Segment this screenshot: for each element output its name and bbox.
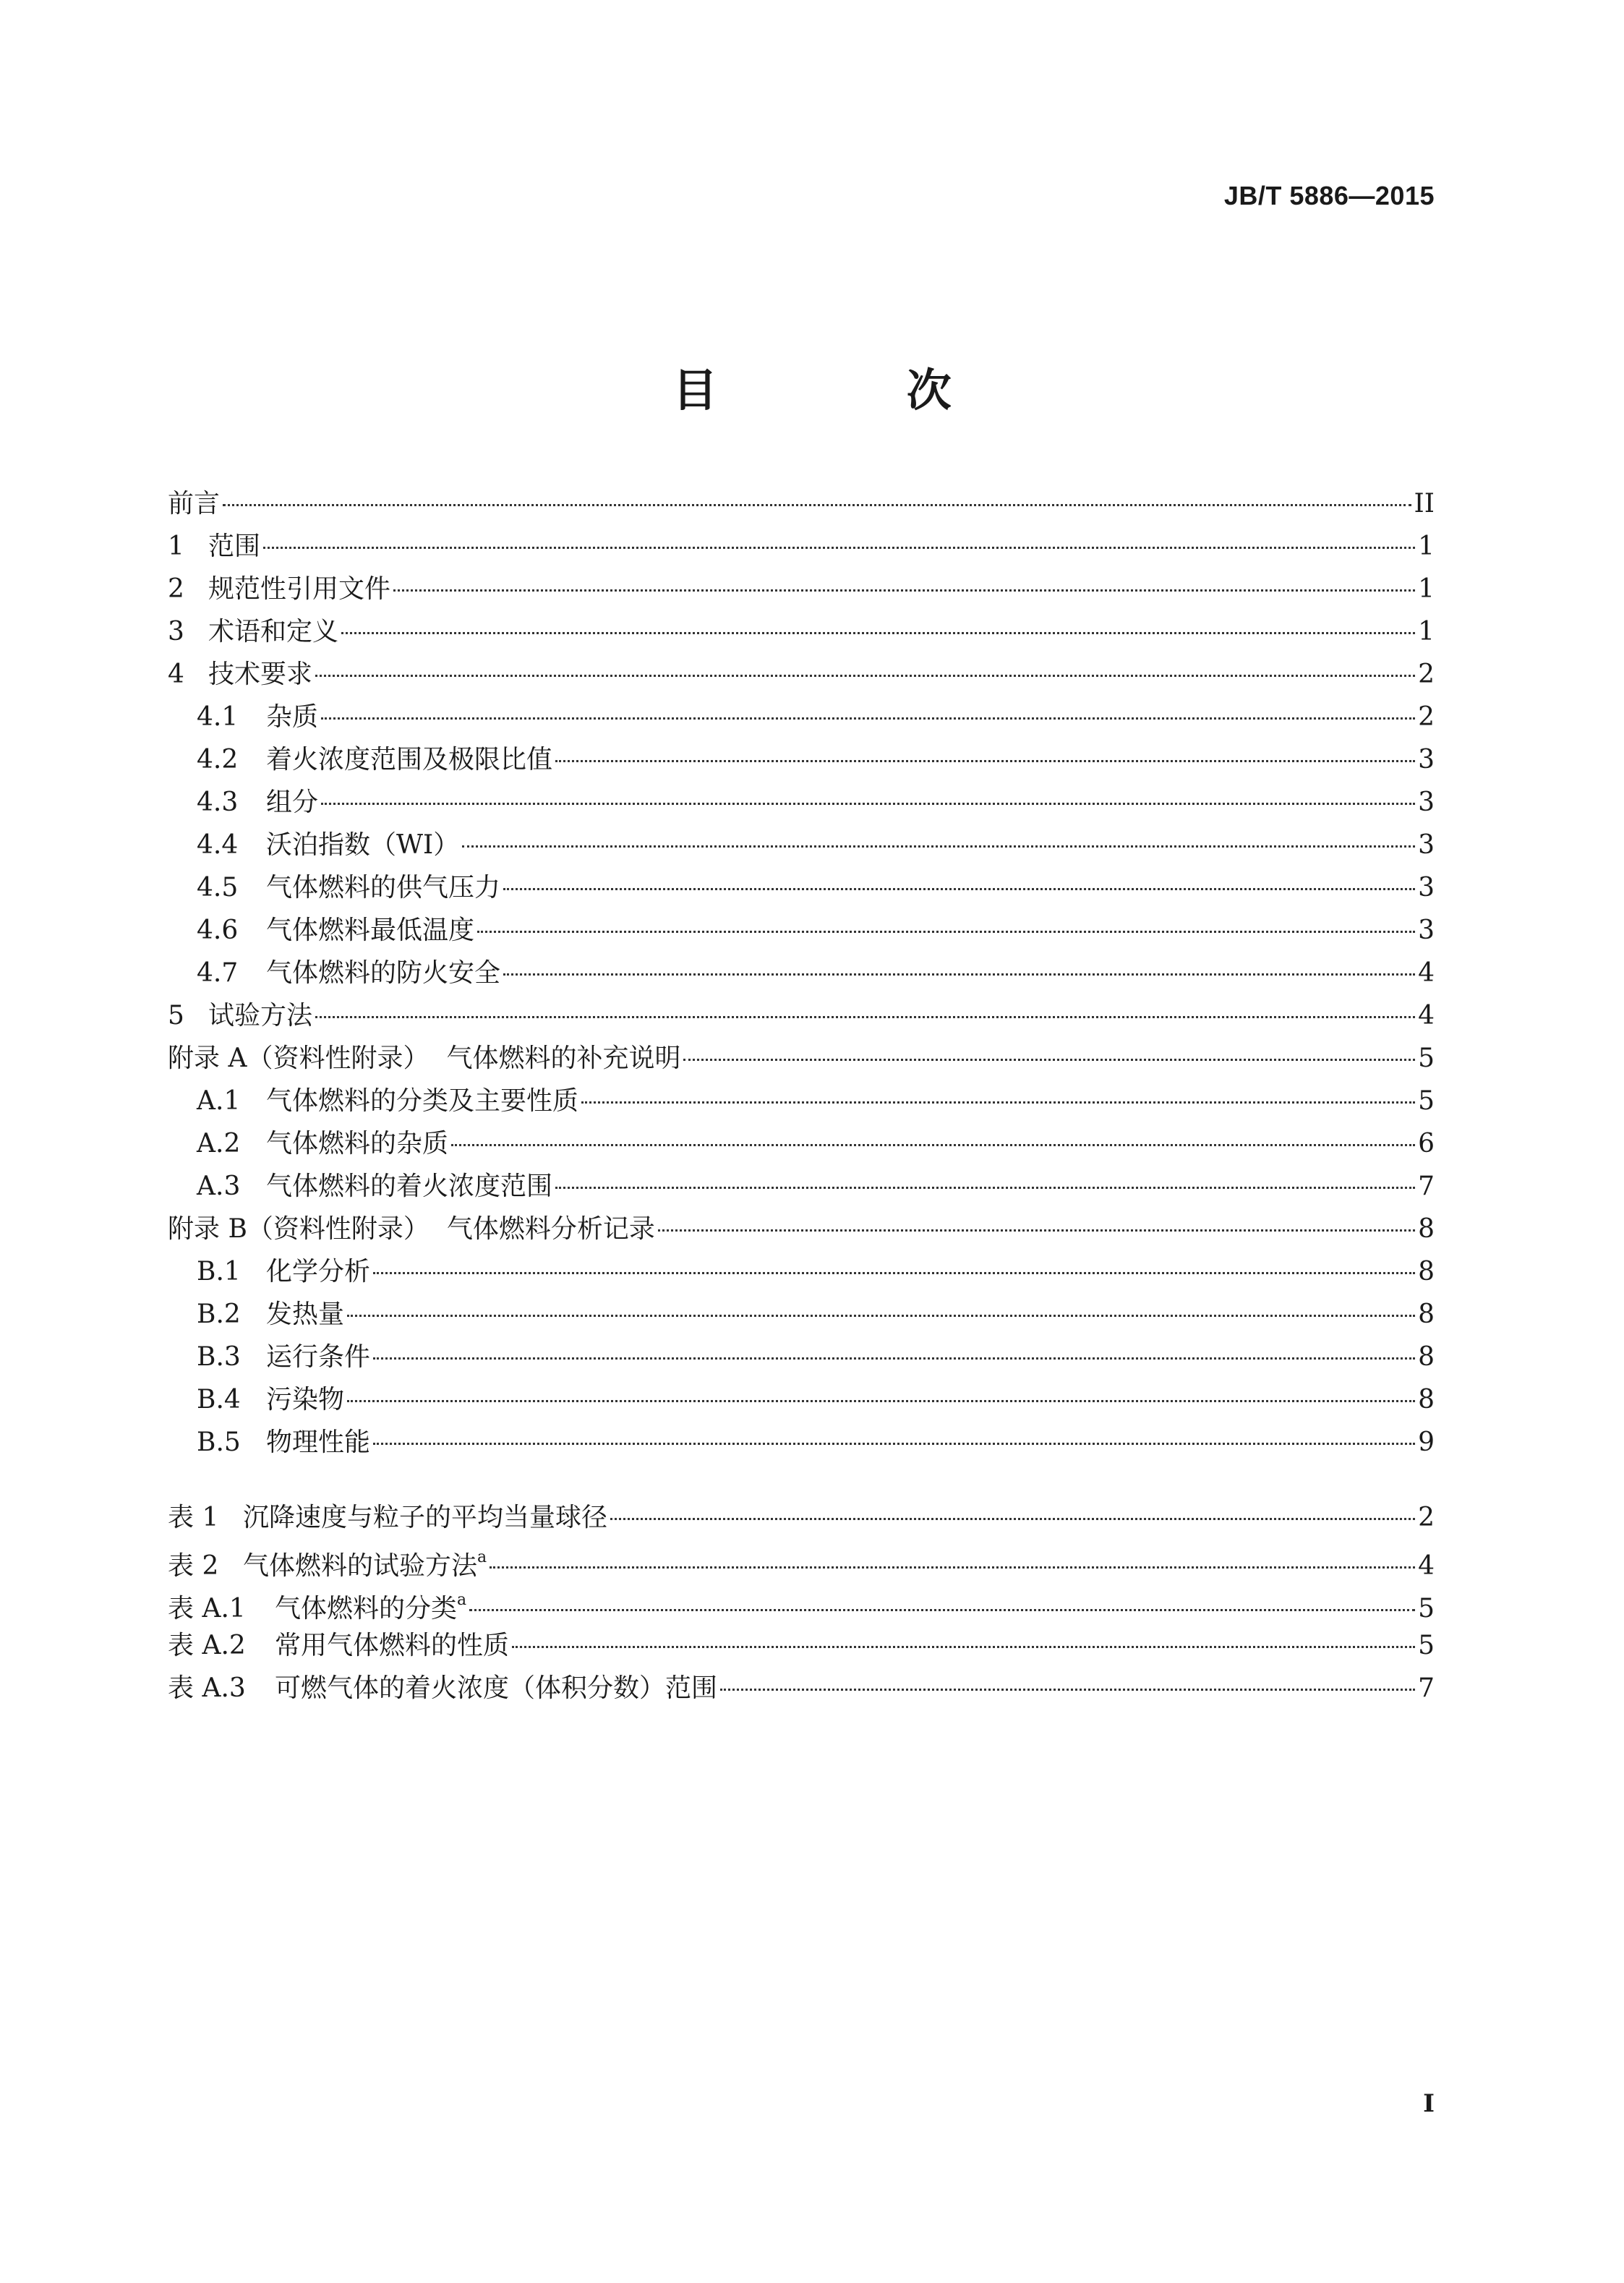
toc-subentry[interactable]: [197, 1251, 1435, 1293]
toc-entry-number: B.5: [197, 1428, 241, 1457]
toc-entry-page: II: [1414, 489, 1435, 519]
toc-entry-number: 4.2: [197, 745, 239, 774]
dot-leader: [555, 1187, 1415, 1189]
table-page: 5: [1418, 1631, 1435, 1660]
dot-leader: [341, 632, 1415, 634]
toc-subentry[interactable]: [197, 782, 1435, 824]
dot-leader: [610, 1518, 1415, 1520]
toc-entry[interactable]: [168, 526, 1435, 568]
table-caption: 可燃气体的着火浓度（体积分数）范围: [275, 1673, 718, 1703]
standard-code: JB/T 5886—2015: [1223, 181, 1435, 210]
toc-entry-number: A.1: [197, 1086, 241, 1116]
toc-entry-foreword[interactable]: [168, 483, 1435, 525]
toc-entry-label: 污染物: [266, 1385, 345, 1414]
toc-entry-label: 规范性引用文件: [208, 574, 391, 604]
dot-leader: [658, 1229, 1415, 1232]
toc-subentry[interactable]: [197, 696, 1435, 738]
table-list-entry[interactable]: [168, 1497, 1435, 1539]
table-list-entry[interactable]: [168, 1625, 1435, 1667]
toc-entry-page: 3: [1418, 830, 1435, 860]
table-caption: 常用气体燃料的性质: [275, 1631, 510, 1660]
table-number: 表 A.3: [168, 1673, 246, 1703]
dot-leader: [503, 973, 1415, 976]
toc-subentry[interactable]: [197, 1294, 1435, 1336]
dot-leader: [263, 547, 1415, 549]
toc-subentry[interactable]: [197, 1422, 1435, 1464]
toc-entry[interactable]: [168, 995, 1435, 1037]
toc-entry-label: 术语和定义: [208, 617, 339, 647]
toc-entry-number: 4.4: [197, 830, 239, 860]
table-list-entry[interactable]: [168, 1540, 1435, 1582]
dot-leader: [555, 760, 1415, 762]
toc-entry-page: 9: [1418, 1428, 1435, 1457]
dot-leader: [451, 1144, 1415, 1146]
table-page: 2: [1418, 1503, 1435, 1532]
toc-subentry[interactable]: [197, 1379, 1435, 1421]
toc-entry-page: 2: [1418, 660, 1435, 689]
dot-leader: [373, 1357, 1415, 1360]
dot-leader: [315, 1016, 1415, 1018]
toc-entry-page: 1: [1418, 574, 1435, 604]
toc-entry-label: 试验方法: [208, 1001, 313, 1030]
toc-entry-page: 4: [1418, 958, 1435, 988]
toc-entry[interactable]: [168, 611, 1435, 653]
toc-entry-page: 5: [1418, 1044, 1435, 1073]
toc-entry-label: 气体燃料的补充说明: [446, 1044, 681, 1073]
toc-entry-page: 8: [1418, 1214, 1435, 1244]
toc-entry-label: 杂质: [266, 702, 319, 732]
toc-entry-number: 4: [168, 660, 184, 689]
toc-subentry[interactable]: [197, 1080, 1435, 1122]
toc-entry-number: B.4: [197, 1385, 241, 1414]
toc-entry[interactable]: [168, 654, 1435, 696]
toc-entry-number: B.2: [197, 1300, 241, 1329]
dot-leader: [490, 1566, 1415, 1569]
table-number: 表 A.2: [168, 1631, 246, 1660]
toc-entry-page: 5: [1418, 1086, 1435, 1116]
toc-entry-page: 6: [1418, 1129, 1435, 1158]
toc-entry-label: 着火浓度范围及极限比值: [266, 745, 553, 774]
toc-entry-page: 8: [1418, 1257, 1435, 1286]
toc-entry-number: 4.1: [197, 702, 239, 732]
dot-leader: [477, 931, 1415, 933]
table-page: 5: [1418, 1594, 1435, 1623]
toc-entry-annex-a[interactable]: [168, 1038, 1435, 1080]
table-list-entry[interactable]: [168, 1582, 1435, 1624]
toc-entry-number: 3: [168, 617, 184, 647]
toc-entry-page: 7: [1418, 1172, 1435, 1201]
table-caption: 沉降速度与粒子的平均当量球径: [243, 1503, 608, 1532]
table-number: 表 A.1: [168, 1594, 246, 1623]
toc-entry-number: 4.7: [197, 958, 239, 988]
toc-entry-annex-b[interactable]: [168, 1208, 1435, 1250]
footnote-marker: a: [477, 1548, 487, 1566]
dot-leader: [373, 1272, 1415, 1274]
toc-entry-number: B.1: [197, 1257, 241, 1286]
toc-entry-page: 2: [1418, 702, 1435, 732]
dot-leader: [393, 589, 1415, 592]
toc-entry-label: 前言: [168, 489, 221, 519]
toc-entry-label: 气体燃料的着火浓度范围: [266, 1172, 553, 1201]
toc-entry[interactable]: [168, 568, 1435, 610]
toc-entry-number: A.3: [197, 1172, 241, 1201]
dot-leader: [469, 1609, 1415, 1611]
toc-entry-page: 3: [1418, 788, 1435, 817]
table-caption: 气体燃料的分类$^a$: [275, 1591, 467, 1623]
dot-leader: [315, 675, 1415, 677]
table-number: 表 1: [168, 1503, 219, 1532]
toc-entry-number: A.2: [197, 1129, 241, 1158]
toc-entry-page: 3: [1418, 916, 1435, 945]
toc-entry-label: 组分: [266, 788, 319, 817]
toc-entry-page: 1: [1418, 617, 1435, 647]
toc-entry-label: 气体燃料的分类及主要性质: [266, 1086, 579, 1116]
page-title: 目 次: [672, 364, 1038, 417]
toc-entry-label: 化学分析: [266, 1257, 371, 1286]
toc-entry-label: 沃泊指数（WI）: [266, 830, 460, 860]
dot-leader: [321, 717, 1415, 720]
toc-entry-number: 附录 B（资料性附录）: [168, 1214, 429, 1244]
table-page: 4: [1418, 1551, 1435, 1581]
dot-leader: [321, 803, 1415, 805]
toc-entry-number: 附录 A（资料性附录）: [168, 1044, 429, 1073]
toc-subentry[interactable]: [197, 1166, 1435, 1208]
toc-subentry[interactable]: [197, 1123, 1435, 1165]
toc-entry-number: B.3: [197, 1342, 241, 1372]
footnote-marker: a: [457, 1591, 467, 1609]
dot-leader: [373, 1443, 1415, 1445]
toc-subentry[interactable]: [197, 867, 1435, 909]
dot-leader: [683, 1059, 1415, 1061]
toc-entry-page: 3: [1418, 873, 1435, 902]
toc-entry-label: 气体燃料的防火安全: [266, 958, 501, 988]
toc-entry-label: 范围: [208, 532, 261, 561]
toc-entry-label: 技术要求: [208, 660, 313, 689]
table-number: 表 2: [168, 1551, 219, 1581]
dot-leader: [512, 1646, 1415, 1648]
toc-entry-page: 8: [1418, 1342, 1435, 1372]
toc-entry-page: 4: [1418, 1001, 1435, 1030]
toc-subentry[interactable]: [197, 1336, 1435, 1378]
toc-entry-label: 气体燃料最低温度: [266, 916, 475, 945]
toc-subentry[interactable]: [197, 824, 1435, 866]
toc-entry-label: 物理性能: [266, 1428, 371, 1457]
dot-leader: [462, 845, 1415, 848]
toc-entry-page: 3: [1418, 745, 1435, 774]
toc-entry-number: 4.6: [197, 916, 239, 945]
toc-subentry[interactable]: [197, 952, 1435, 994]
toc-entry-page: 8: [1418, 1385, 1435, 1414]
dot-leader: [503, 888, 1415, 890]
toc-entry-number: 5: [168, 1001, 184, 1030]
table-caption: 气体燃料的试验方法$^a$: [243, 1548, 487, 1581]
toc-entry-number: 4.5: [197, 873, 239, 902]
toc-subentry[interactable]: [197, 739, 1435, 781]
toc-entry-label: 气体燃料分析记录: [446, 1214, 655, 1244]
toc-entry-label: 发热量: [266, 1300, 345, 1329]
toc-entry-page: 1: [1418, 532, 1435, 561]
toc-entry-label: 气体燃料的供气压力: [266, 873, 501, 902]
toc-entry-page: 8: [1418, 1300, 1435, 1329]
page-number: I: [1423, 2089, 1435, 2118]
toc-entry-label: 气体燃料的杂质: [266, 1129, 449, 1158]
toc-entry-number: 2: [168, 574, 184, 604]
dot-leader: [581, 1101, 1415, 1104]
toc-entry-label: 运行条件: [266, 1342, 371, 1372]
toc-entry-number: 4.3: [197, 788, 239, 817]
dot-leader: [347, 1400, 1415, 1402]
dot-leader: [720, 1689, 1415, 1691]
table-page: 7: [1418, 1673, 1435, 1703]
dot-leader: [223, 504, 1411, 506]
toc-entry-number: 1: [168, 532, 184, 561]
dot-leader: [347, 1315, 1415, 1317]
table-list-entry[interactable]: [168, 1668, 1435, 1710]
toc-subentry[interactable]: [197, 910, 1435, 952]
